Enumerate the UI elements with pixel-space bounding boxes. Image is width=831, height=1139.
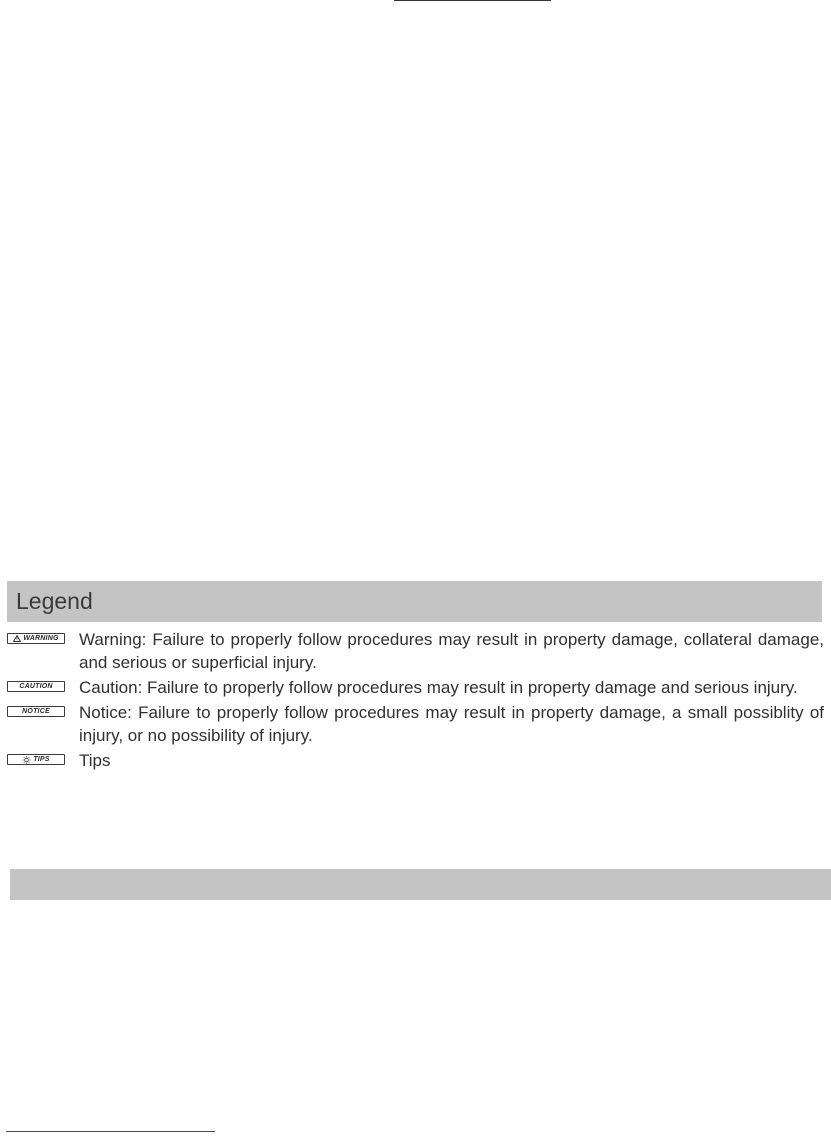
caution-badge xyxy=(7,681,65,692)
notice-description: Notice: Failure to properly follow procedures may result in property damage, a small possiblity of injury, or no possibility of injury. xyxy=(79,703,824,745)
top-rule xyxy=(394,0,551,1)
tips-description: Tips xyxy=(79,751,111,770)
tips-badge xyxy=(7,754,65,765)
legend-item-notice xyxy=(7,701,824,747)
section-header-bar xyxy=(10,869,831,900)
lightbulb-icon xyxy=(22,756,31,764)
warning-badge-label: WARNING xyxy=(23,635,59,642)
legend-item-tips xyxy=(7,749,824,772)
bottom-link-rule xyxy=(6,1131,215,1132)
legend-header-bar xyxy=(7,581,822,622)
warning-description: Warning: Failure to properly follow procedures may result in property damage, collateral damage, and serious or superficial injury. xyxy=(79,630,824,672)
caution-badge-label: CAUTION xyxy=(19,683,53,690)
notice-badge xyxy=(7,706,65,717)
legend-title: Legend xyxy=(16,588,93,614)
warning-triangle-icon xyxy=(13,635,21,642)
tips-badge-label: TIPS xyxy=(33,756,50,763)
caution-description: Caution: Failure to properly follow procedures may result in property damage and serious injury. xyxy=(79,678,798,697)
notice-badge-label: NOTICE xyxy=(22,708,50,715)
legend-list xyxy=(7,628,824,772)
legend-item-warning xyxy=(7,628,824,674)
legend-item-caution xyxy=(7,676,824,699)
warning-badge xyxy=(7,633,65,644)
